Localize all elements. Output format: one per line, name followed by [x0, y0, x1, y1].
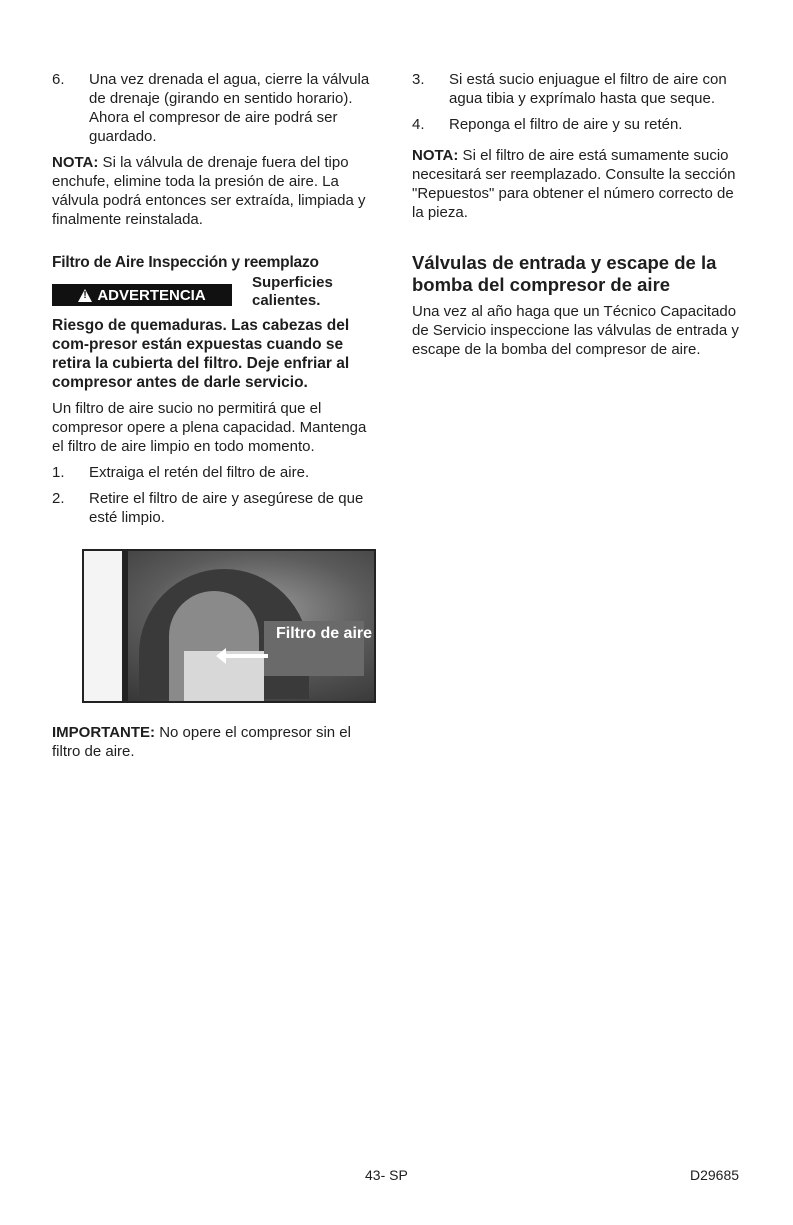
list-text: Una vez drenada el agua, cierre la válvula de drenaje (girando en sentido horario). Ahora el compresor de aire podrá ser guardado.: [89, 71, 370, 145]
list-number: 2.: [52, 490, 65, 507]
list-item-4: [412, 115, 742, 134]
section-heading-valves: Válvulas de entrada y escape de la bomba del compresor de aire: [412, 252, 717, 295]
list-item-2: [52, 489, 382, 527]
paragraph-dirty-filter: Un filtro de aire sucio no permitirá que el compresor opere a plena capacidad. Mantenga el filtro de aire limpio en todo momento.: [52, 400, 367, 455]
list-item-3: [412, 70, 742, 108]
list-text: Reponga el filtro de aire y su retén.: [449, 116, 683, 133]
list-number: 4.: [412, 116, 425, 133]
warning-badge-text: ADVERTENCIA: [97, 286, 206, 304]
warning-badge: [52, 284, 232, 306]
air-filter-photo: [82, 549, 376, 703]
paragraph-valves: Una vez al año haga que un Técnico Capacitado de Servicio inspeccione las válvulas de entrada y escape de la bomba del compresor de aire.: [412, 303, 739, 358]
list-text: Extraiga el retén del filtro de aire.: [89, 464, 310, 481]
note-replace-filter: [412, 146, 742, 222]
warning-row: [52, 274, 382, 314]
list-text: Si está sucio enjuague el filtro de aire con agua tibia y exprímalo hasta que seque.: [449, 71, 727, 107]
warning-text: Riesgo de quemaduras. Las cabezas del com-presor están expuestas cuando se retira la cubierta del filtro. Deje enfriar al compresor antes de darle servicio.: [52, 317, 350, 391]
list-text: Retire el filtro de aire y asegúrese de que esté limpio.: [89, 490, 364, 526]
warning-triangle-icon: [78, 289, 92, 302]
photo-label: Filtro de aire: [276, 625, 373, 642]
important-note: [52, 723, 382, 761]
list-number: 6.: [52, 71, 65, 88]
note-drain-valve: [52, 153, 382, 229]
arrow-left-icon: [224, 654, 268, 658]
note-text: Si el filtro de aire está sumamente sucio necesitará ser reemplazado. Consulte la sección "Repuestos" para obtener el número correcto de la pieza.: [412, 147, 736, 221]
important-text: No opere el compresor sin el filtro de aire.: [52, 724, 351, 760]
note-label: NOTA:: [412, 147, 459, 164]
warning-hot-surfaces: Superficies calientes.: [252, 274, 333, 309]
note-label: NOTA:: [52, 154, 99, 171]
left-column: [52, 70, 382, 768]
important-label: IMPORTANTE:: [52, 724, 156, 741]
right-column: [412, 70, 742, 366]
page-number: 43- SP: [365, 1167, 408, 1183]
list-item-6: [52, 70, 382, 146]
document-code: D29685: [690, 1167, 740, 1183]
note-text: Si la válvula de drenaje fuera del tipo enchufe, elimine toda la presión de aire. La válvula podrá entonces ser extraída, limpiada y finalmente reinstalada.: [52, 154, 366, 228]
list-number: 3.: [412, 71, 425, 88]
list-item-1: [52, 463, 382, 482]
list-number: 1.: [52, 464, 65, 481]
section-heading-air-filter: Filtro de Aire Inspección y reemplazo: [52, 254, 319, 271]
